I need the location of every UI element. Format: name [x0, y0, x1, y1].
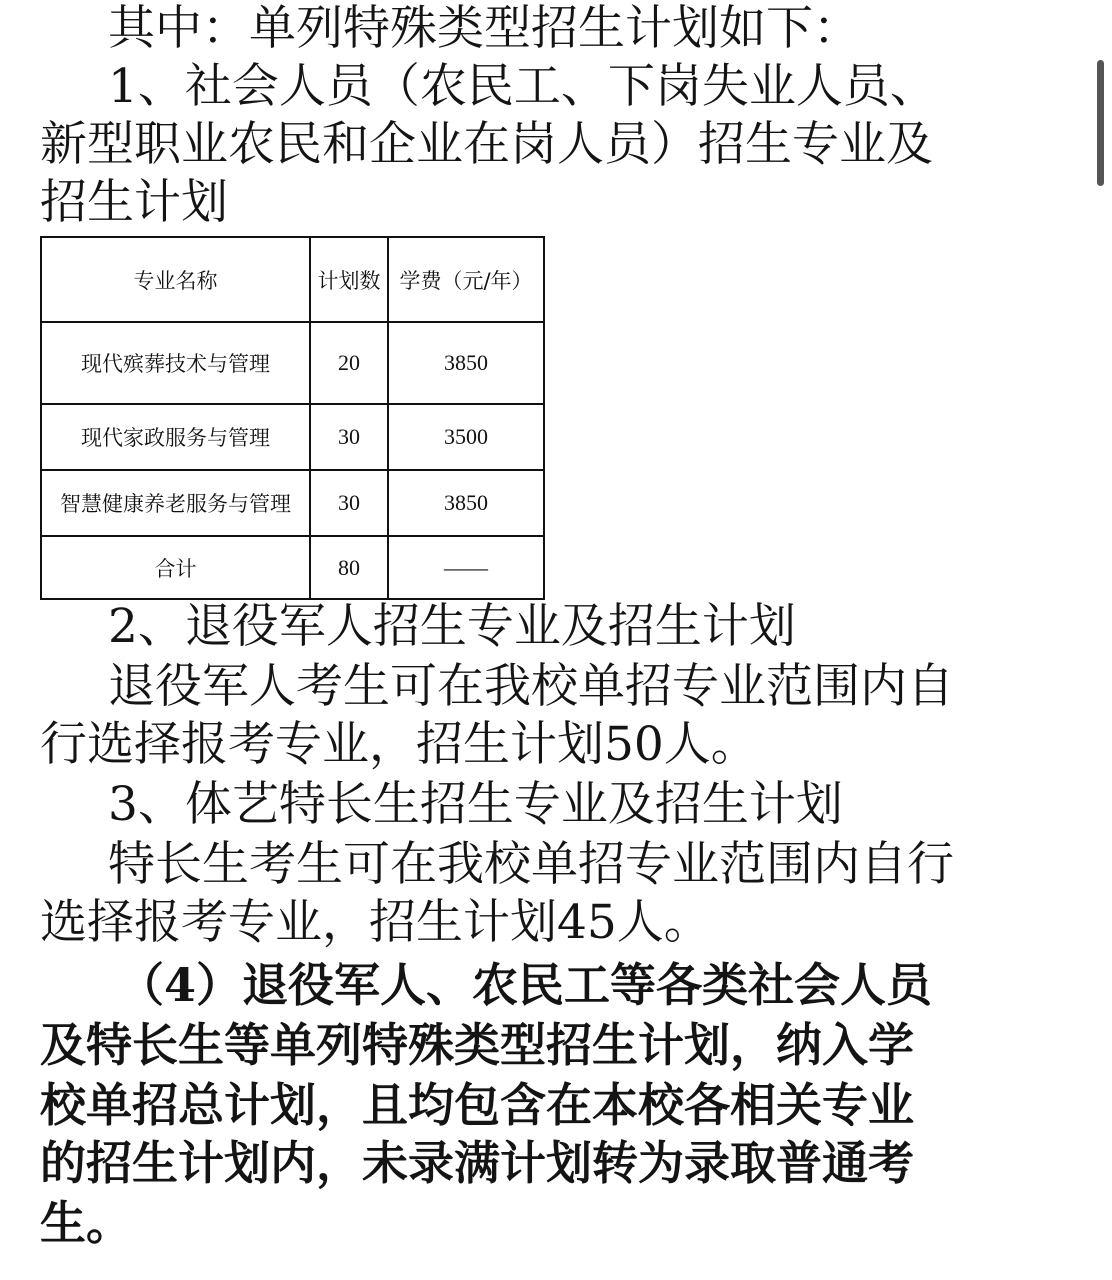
- section4-line5: 生。: [40, 1196, 132, 1250]
- section2-title: 2、退役军人招生专业及招生计划: [108, 599, 796, 654]
- table-row: [41, 322, 544, 404]
- section2-body-line2: 行选择报考专业，招生计划50人。: [40, 717, 758, 772]
- enrollment-plan-table: [40, 236, 545, 600]
- section3-body-line1: 特长生考生可在我校单招专业范围内自行: [108, 837, 954, 892]
- plan-count-cell: 20: [310, 322, 388, 404]
- total-fee-cell: ——: [388, 536, 544, 599]
- major-name-cell: 智慧健康养老服务与管理: [41, 470, 310, 536]
- section4-line3: 校单招总计划，且均包含在本校各相关专业: [40, 1078, 914, 1132]
- total-count-cell: 80: [310, 536, 388, 599]
- table-header-row: [41, 237, 544, 322]
- section4-line2: 及特长生等单列特殊类型招生计划，纳入学: [40, 1018, 914, 1072]
- plan-count-cell: 30: [310, 404, 388, 470]
- section3-body-line2: 选择报考专业，招生计划45人。: [40, 895, 711, 950]
- table-row: [41, 404, 544, 470]
- tuition-cell: 3850: [388, 322, 544, 404]
- intro-line: 其中：单列特殊类型招生计划如下：: [108, 1, 860, 56]
- section1-title-line3: 招生计划: [40, 175, 228, 230]
- section2-body-line1: 退役军人考生可在我校单招专业范围内自: [108, 659, 954, 714]
- total-label-cell: 合计: [41, 536, 310, 599]
- header-major-name: 专业名称: [41, 237, 310, 322]
- vertical-scrollbar[interactable]: [1097, 60, 1104, 186]
- table-total-row: [41, 536, 544, 599]
- section4-line4: 的招生计划内，未录满计划转为录取普通考: [40, 1136, 914, 1190]
- header-plan-count: 计划数: [310, 237, 388, 322]
- tuition-cell: 3850: [388, 470, 544, 536]
- section1-title-line1: 1、社会人员（农民工、下岗失业人员、: [108, 59, 937, 114]
- table-row: [41, 470, 544, 536]
- plan-count-cell: 30: [310, 470, 388, 536]
- section4-line1: （4）退役军人、农民工等各类社会人员: [118, 958, 933, 1012]
- major-name-cell: 现代殡葬技术与管理: [41, 322, 310, 404]
- major-name-cell: 现代家政服务与管理: [41, 404, 310, 470]
- tuition-cell: 3500: [388, 404, 544, 470]
- section1-title-line2: 新型职业农民和企业在岗人员）招生专业及: [40, 117, 933, 172]
- header-tuition: 学费（元/年）: [388, 237, 544, 322]
- section3-title: 3、体艺特长生招生专业及招生计划: [108, 777, 843, 832]
